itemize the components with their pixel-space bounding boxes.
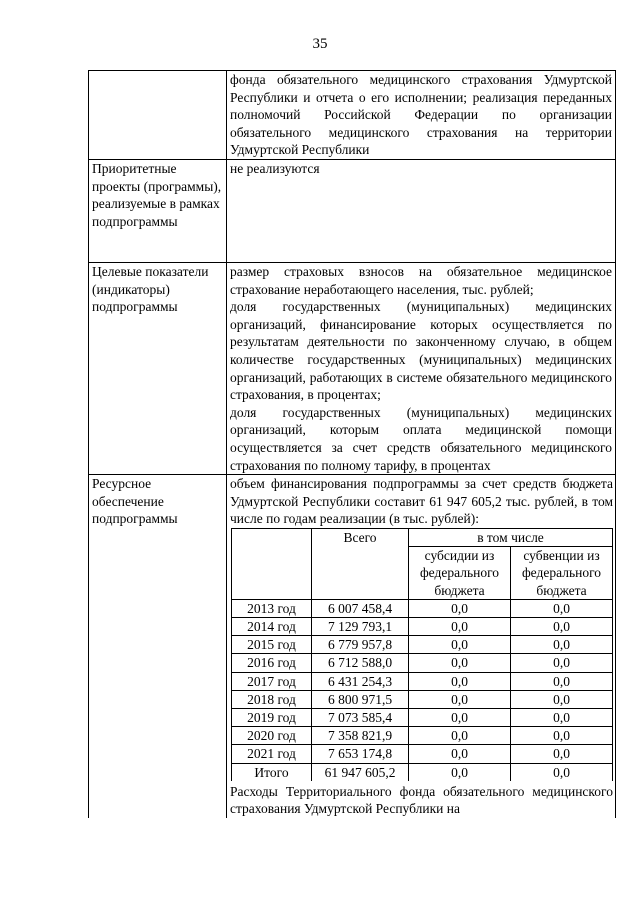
finance-total: 6 431 254,3 xyxy=(312,672,409,690)
table-row xyxy=(89,71,616,160)
finance-header-row xyxy=(232,528,613,546)
finance-total: 7 073 585,4 xyxy=(312,708,409,726)
finance-subsidies: 0,0 xyxy=(409,672,511,690)
table-row xyxy=(89,160,616,263)
finance-subsidies: 0,0 xyxy=(409,636,511,654)
finance-total: 6 779 957,8 xyxy=(312,636,409,654)
table-row xyxy=(89,263,616,475)
table-row xyxy=(89,475,616,818)
finance-row xyxy=(232,617,613,635)
finance-subventions: 0,0 xyxy=(511,654,613,672)
finance-year: 2021 год xyxy=(232,745,312,763)
finance-row xyxy=(232,636,613,654)
finance-subventions: 0,0 xyxy=(511,617,613,635)
finance-total-row xyxy=(232,763,613,781)
finance-row xyxy=(232,727,613,745)
finance-row xyxy=(232,745,613,763)
finance-subsidies: 0,0 xyxy=(409,727,511,745)
finance-row xyxy=(232,654,613,672)
page-number: 35 xyxy=(312,36,328,52)
finance-row xyxy=(232,672,613,690)
finance-year: 2018 год xyxy=(232,690,312,708)
finance-total: 6 800 971,5 xyxy=(312,690,409,708)
finance-year: 2019 год xyxy=(232,708,312,726)
finance-subsidies: 0,0 xyxy=(409,617,511,635)
finance-header-total: Всего xyxy=(312,528,409,599)
finance-row xyxy=(232,690,613,708)
indicator-1: размер страховых взносов на обязательное медицинское страхование неработающего населения, тыс. рублей; xyxy=(230,264,612,297)
finance-subventions: 0,0 xyxy=(511,599,613,617)
finance-total: 7 358 821,9 xyxy=(312,727,409,745)
row-label-priority-projects: Приоритетные проекты (программы), реализуемые в рамках подпрограммы xyxy=(89,160,227,263)
finance-total: 6 007 458,4 xyxy=(312,599,409,617)
finance-year: 2020 год xyxy=(232,727,312,745)
finance-year: Итого xyxy=(232,763,312,781)
indicator-2: доля государственных (муниципальных) медицинских организаций, финансирование которых осуществляется по результатам деятельности по законченному случаю, в общем количестве государственных (муниципальных) медицинских организаций, работающих в системе обязательного медицинского страхования, в процентах; xyxy=(230,299,612,403)
finance-total: 7 653 174,8 xyxy=(312,745,409,763)
indicator-3: доля государственных (муниципальных) медицинских организаций, которым оплата медицинской помощи осуществляется за счет средств обязательного медицинского страхования по полному тарифу, в процентах xyxy=(230,404,612,473)
finance-subventions: 0,0 xyxy=(511,672,613,690)
finance-year: 2017 год xyxy=(232,672,312,690)
finance-subsidies: 0,0 xyxy=(409,763,511,781)
finance-row xyxy=(232,708,613,726)
finance-header-empty xyxy=(232,528,312,599)
subprogram-passport-table xyxy=(88,70,616,818)
finance-header-subsidies: субсидии из федерального бюджета xyxy=(409,547,511,600)
finance-subsidies: 0,0 xyxy=(409,708,511,726)
finance-header-subventions: субвенции из федерального бюджета xyxy=(511,547,613,600)
funding-outro: Расходы Территориального фонда обязательного медицинского страхования Удмуртской Республики на xyxy=(230,783,613,817)
finance-total: 61 947 605,2 xyxy=(312,763,409,781)
finance-row xyxy=(232,599,613,617)
finance-year: 2013 год xyxy=(232,599,312,617)
finance-year: 2014 год xyxy=(232,617,312,635)
finance-subventions: 0,0 xyxy=(511,763,613,781)
finance-subventions: 0,0 xyxy=(511,745,613,763)
finance-header-including: в том числе xyxy=(409,528,613,546)
finance-year: 2015 год xyxy=(232,636,312,654)
funding-by-year-table xyxy=(231,528,613,781)
row-text-priority-projects: не реализуются xyxy=(230,161,320,176)
row-label-target-indicators: Целевые показатели (индикаторы) подпрограммы xyxy=(89,263,227,475)
row-label-empty xyxy=(89,71,227,160)
finance-subsidies: 0,0 xyxy=(409,654,511,672)
finance-year: 2016 год xyxy=(232,654,312,672)
finance-subsidies: 0,0 xyxy=(409,599,511,617)
row-text-continuation: фонда обязательного медицинского страхования Удмуртской Республики и отчета о его исполнении; реализация переданных полномочий Российской Федерации по организации обязательного медицинского страхования на территории Удмуртской Республики xyxy=(230,72,612,158)
finance-total: 7 129 793,1 xyxy=(312,617,409,635)
funding-intro: объем финансирования подпрограммы за счет средств бюджета Удмуртской Республики составит 61 947 605,2 тыс. рублей, в том числе по годам реализации (в тыс. рублей): xyxy=(230,476,613,527)
finance-subsidies: 0,0 xyxy=(409,745,511,763)
finance-subventions: 0,0 xyxy=(511,636,613,654)
finance-subventions: 0,0 xyxy=(511,690,613,708)
finance-subventions: 0,0 xyxy=(511,708,613,726)
finance-subsidies: 0,0 xyxy=(409,690,511,708)
finance-subventions: 0,0 xyxy=(511,727,613,745)
finance-total: 6 712 588,0 xyxy=(312,654,409,672)
row-label-resource-support: Ресурсное обеспечение подпрограммы xyxy=(89,475,227,818)
